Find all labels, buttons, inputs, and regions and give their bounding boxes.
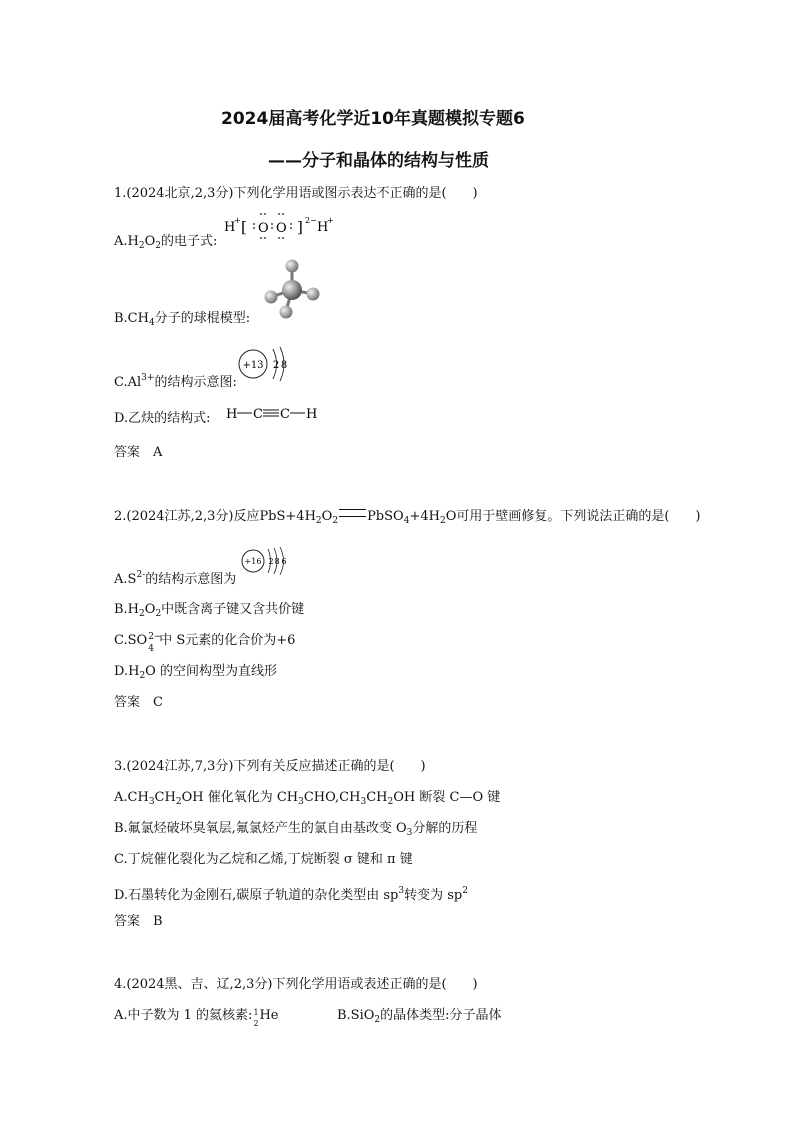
q3-answer: 答案 B (114, 914, 163, 929)
al-shell-2: 8 (280, 360, 288, 371)
lewis-oxygen-1: O (258, 221, 269, 236)
page-title: 2024届高考化学近10年真题模拟专题6 (221, 109, 525, 129)
q4-option-a: A.中子数为 1 的氦核素: 1 2 He (114, 1008, 279, 1028)
q3-option-b: B.氟氯烃破坏臭氧层,氟氯烃产生的氯自由基改变 $O_3$分解的历程 (114, 821, 478, 838)
acetylene-c-right: C (280, 407, 290, 422)
q1-answer: 答案 A (114, 445, 163, 460)
q4-option-b: B.SiO$_2$的晶体类型:分子晶体 (337, 1008, 502, 1025)
acetylene-c-left: C (253, 407, 263, 422)
s2minus-structure-diagram (240, 545, 296, 579)
q1-option-a: $A.H_2O_2$的电子式: (114, 234, 218, 251)
s-shell-2: 8 (274, 557, 280, 566)
s-shell-1: 2 (268, 557, 274, 566)
lewis-h-right: H (317, 220, 329, 235)
hydrogen-atom-right (307, 288, 320, 301)
lewis-charge: 2− (305, 216, 317, 225)
lewis-plus-right: + (327, 216, 334, 225)
lewis-plus-left: + (234, 216, 241, 225)
s-shell-3: 6 (281, 557, 287, 566)
q1-option-d: D.乙炔的结构式: (114, 411, 211, 426)
q4-stem: 4.(2024黑、吉、辽,2,3分)下列化学用语或表述正确的是( ) (114, 977, 478, 992)
al3plus-structure-diagram (236, 344, 296, 388)
al-shell-1: 2 (272, 360, 280, 371)
carbon-atom-center (282, 280, 302, 300)
q2-stem: 2.(2024江苏,2,3分)反应$PbS+4H_2O_2$ $PbSO_4+4H_2O$可用于壁画修复。下列说法正确的是( ) (114, 509, 701, 526)
q2-answer: 答案 C (114, 695, 163, 710)
lewis-h-left: H (224, 220, 236, 235)
q3-option-d: D.石墨转化为金刚石,碳原子轨道的杂化类型由 $sp^3$转变为 $sp^2$ (114, 886, 468, 903)
q2-option-c: C.SO 2− 4 中 S元素的化合价为+6 (114, 632, 296, 654)
q2-option-b: $B.H_2O_2$中既含离子键又含共价键 (114, 602, 305, 619)
q3-option-a: $A.CH_3CH_2OH$ 催化氧化为 $CH_3CHO,CH_3CH_2OH$ 断裂 C—O 键 (114, 790, 501, 807)
ch4-ball-stick-model (258, 256, 328, 322)
h2o2-lewis-diagram (220, 208, 340, 248)
lewis-bracket-left: [ (241, 218, 247, 236)
reaction-equals-sign (339, 509, 366, 517)
acetylene-structural-formula (224, 402, 324, 424)
q2-option-a: $A.S^{2-}$的结构示意图为 (114, 570, 237, 587)
q2-option-d: $D.H_2O$ 的空间构型为直线形 (114, 664, 277, 681)
q1-option-b: $B.CH_4$分子的球棍模型: (114, 311, 251, 328)
q1-option-c: $C.Al^{3+}$的结构示意图: (114, 373, 237, 390)
lewis-oxygen-2: O (276, 221, 287, 236)
q3-option-c: C.丁烷催化裂化为乙烷和乙烯,丁烷断裂 σ 键和 π 键 (114, 852, 413, 867)
acetylene-h-right: H (306, 407, 318, 422)
q1-stem: 1.(2024北京,2,3分)下列化学用语或图示表达不正确的是( ) (114, 186, 478, 201)
al-nucleus-charge: +13 (242, 360, 264, 371)
hydrogen-atom-bottom (280, 306, 293, 319)
page-subtitle: ——分子和晶体的结构与性质 (268, 151, 489, 171)
lewis-bracket-right: ] (297, 218, 303, 236)
acetylene-h-left: H (226, 407, 238, 422)
q3-stem: 3.(2024江苏,7,3分)下列有关反应描述正确的是( ) (114, 759, 426, 774)
hydrogen-atom-top (286, 260, 299, 273)
hydrogen-atom-left (265, 291, 278, 304)
s-nucleus-charge: +16 (244, 557, 262, 566)
